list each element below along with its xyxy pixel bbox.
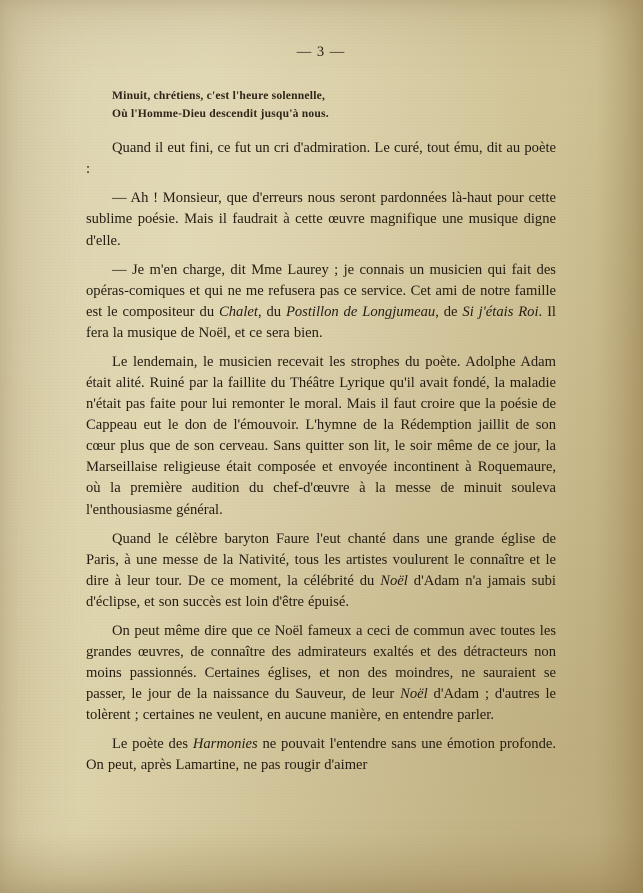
text-run: — Ah ! Monsieur, que d'erreurs nous seront pardonnées là-haut pour cette sublime poésie. Mais il faudrait à cette œuvre magnifique une musique digne d'elle. [86,190,556,249]
text-run: ne pouvait l'entendre sans une émotion profonde. On peut, après Lamartine, ne pas rougir d'aimer [86,736,556,774]
paragraph [86,138,556,180]
italic-title: Postillon de Longjumeau [285,303,436,320]
text-run: — Je m'en charge, dit Mme Laurey ; je connais un musicien qui fait des opéras-comiques et qui ne me refusera pas ce service. Cet ami de notre famille est le compositeur du [86,261,556,320]
text-run: On peut même dire que ce Noël fameux a ceci de commun avec toutes les grandes œuvres, de connaître des admirateurs exaltés et des détracteurs non moins passionnés. Certaines églises, et non des moindres, ne sauraient se passer, le jour de la naissance du Sauveur, de leur [86,622,556,703]
text-run: Le poète des [112,736,193,753]
text-run: Le lendemain, le musicien recevait les strophes du poète. Adolphe Adam était alité. Ruiné par la faillite du Théâtre Lyrique qu'il avait fondé, la maladie n'était pas faite pour lui remonter le moral. Mais il faut croire que la poésie de Cappeau eut le don de l'émouvoir. L'hymne de la Rédemption jaillit de son cœur plus que de son cerveau. Sans quitter son lit, le soir même de ce jour, la Marseillaise religieuse était composée et envoyée incontinent à Roquemaure, où la première audition du chef-d'œuvre à la messe de minuit souleva l'enthousiasme général. [86,353,556,518]
italic-title: Harmonies [192,736,258,753]
paragraph [86,352,556,521]
italic-title: Chalet [219,303,258,320]
text-run: , de [435,303,463,320]
paragraph [86,621,556,726]
italic-title: Noël [380,572,408,589]
paragraph [86,734,556,776]
text-run: Quand le célèbre baryton Faure l'eut chanté dans une grande église de Paris, à une messe de la Nativité, tous les artistes voulurent le connaître et le dire à leur tour. De ce moment, la célébrité du [86,530,556,589]
text-run: Quand il eut fini, ce fut un cri d'admiration. Le curé, tout ému, dit au poète : [86,140,556,178]
page-number: — 3 — [296,44,346,60]
paragraph [86,260,556,344]
text-run: . Il fera la musique de Noël, et ce sera bien. [86,303,556,341]
epigraph-verse [86,87,556,122]
italic-title: Si j'étais Roi [462,303,539,320]
italic-title: Noël [400,686,428,703]
text-run: d'Adam n'a jamais subi d'éclipse, et son succès est loin d'être épuisé. [86,572,556,610]
text-run: d'Adam ; d'autres le tolèrent ; certaines ne veulent, en aucune manière, en entendre parler. [86,686,556,724]
body-text [86,138,556,776]
bottom-edge-shadow [0,833,643,893]
right-edge-shadow [597,0,643,893]
verse-line-1: Minuit, chrétiens, c'est l'heure solennelle, [112,89,326,102]
verse-line-2: Où l'Homme-Dieu descendit jusqu'à nous. [112,106,329,120]
text-run: , du [257,303,286,320]
page-content [86,44,556,785]
paragraph [86,188,556,251]
paragraph [86,529,556,613]
